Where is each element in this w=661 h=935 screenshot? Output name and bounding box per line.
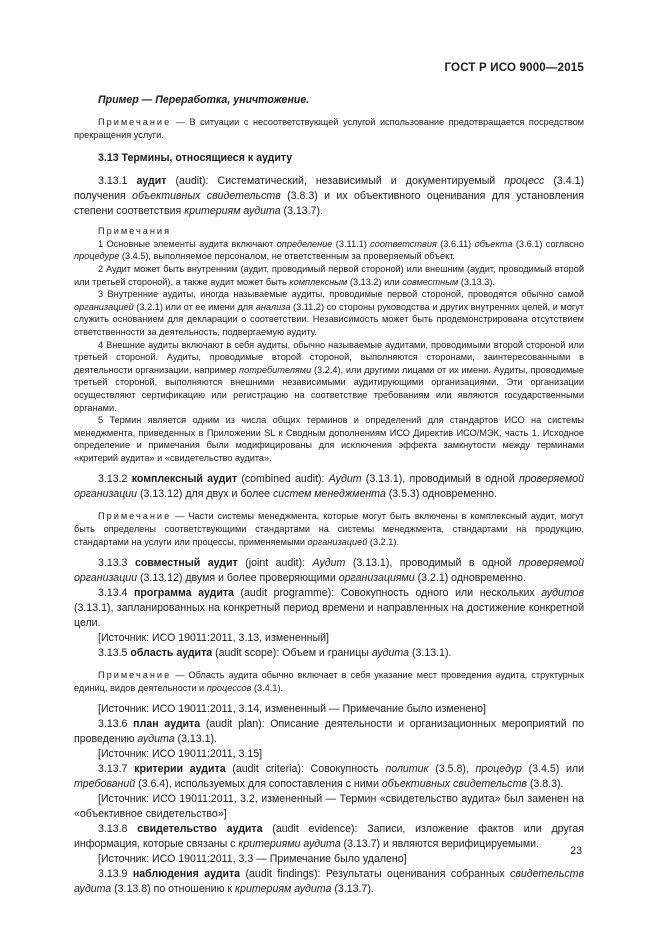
term-3-13-7 (74, 762, 584, 792)
note-4 (74, 339, 584, 415)
term-name: программа аудита (134, 587, 234, 600)
text-run: (audit plan): Описание деятельности и организационных мероприятий по проведению (74, 718, 584, 746)
source-3-13-6: [Источник: ИСО 19011:2011, 3.15] (98, 748, 263, 761)
text-run: (audit programme): Совокупность одного или нескольких (233, 587, 542, 600)
term-ref: определение (276, 238, 333, 249)
term-ref: аудитов (541, 587, 584, 600)
term-3-13-1 (74, 174, 584, 219)
text-run: (3.8.3) и их объективного оценивания для установления степени соответствия (74, 190, 584, 218)
text-run: (3.13.1). (174, 733, 218, 746)
source-3-13-4: [Источник: ИСО 19011:2011, 3.13, измененный] (98, 632, 329, 645)
term-name: свидетельство аудита (137, 823, 263, 836)
term-3-13-3 (74, 556, 584, 586)
text-run: (3.13.7). (331, 883, 374, 896)
text-run: (3.6.1) согласно (512, 238, 584, 249)
term-ref: потребителями (239, 364, 312, 375)
term-number: 3.13.6 (98, 718, 134, 731)
section-title: 3.13 Термины, относящиеся к аудиту (98, 152, 293, 165)
text-run: 3 Внутренние аудиты, иногда называемые аудиты, проводимые первой стороной, проводятся обычно самой (98, 289, 584, 300)
text-run: (3.13.1), запланированных на конкретный период времени и направленных на достижение конкретной цели. (74, 602, 584, 630)
text-run: 5 Термин является одним из числа общих терминов и определений для стандартов ИСО на системы менеджмента, приведенных в Приложении SL к Сводным дополнениям ИСО Директив ИСО/МЭК, часть 1. Исходное определение и примечания были модифицированы для исключения эффекта замкнутости между терминами «критерий аудита» и «свидетельство аудита». (74, 415, 584, 463)
term-ref: комплексным (289, 276, 348, 287)
note-3 (74, 288, 584, 338)
text-run: (3.4.1) получения (74, 175, 584, 203)
term-ref: процесс (504, 175, 545, 188)
term-ref: процессов (206, 682, 252, 693)
term-ref: критериям аудита (235, 883, 332, 896)
text-run: (3.4.1). (251, 682, 284, 693)
note-2 (74, 263, 584, 288)
text-run: (3.13.1). (409, 647, 452, 660)
term-ref: организацией (307, 536, 368, 547)
note-intro (74, 116, 584, 141)
source-3-13-8: [Источник: ИСО 19011:2011, 3.3 — Примечание было удалено] (98, 853, 407, 866)
text-run: (3.6.4), используемых для сопоставления с ними (135, 778, 382, 791)
text-run: (3.5.3) одновременно. (385, 488, 497, 501)
example-text: Пример — Переработка, уничтожение. (98, 94, 310, 106)
text-run: 2 Аудит может быть внутренним (аудит, проводимый первой стороной) или внешним (аудит, проводимый второй или третьей стороной), а также аудит может быть (74, 263, 584, 287)
text-run: (audit scope): Объем и границы (212, 647, 372, 660)
text-run: (3.8.3). (526, 778, 564, 791)
term-name: совместный аудит (134, 557, 238, 570)
text-run: (joint audit): (237, 557, 313, 570)
text-run: (audit findings): Результаты оценивания собранных (240, 868, 511, 881)
note-text: — В ситуации с несоответствующей услугой использование предотвращается посредством прекращения услуги. (74, 117, 584, 140)
term-ref: проверяемой организации (74, 557, 584, 585)
term-name: область аудита (130, 647, 213, 660)
term-name: аудит (136, 175, 167, 188)
term-3-13-6 (74, 717, 584, 747)
text-run: (3.13.2) или (347, 276, 403, 287)
term-ref: проверяемой организации (74, 473, 584, 501)
note-3-13-2 (74, 510, 584, 548)
term-name: комплексный аудит (131, 473, 238, 486)
text-run: (3.13.7). (280, 205, 323, 218)
text-run: 4 Внешние аудиты включают в себя аудиты, обычно называемые аудитами, проводимыми второй стороной или третьей стороной. Аудиты, проводимые второй стороной, выполняются сторонами, заинтересованными в деятельности организации, например (74, 339, 584, 375)
term-number: 3.13.8 (98, 823, 138, 836)
term-number: 3.13.7 (98, 763, 135, 776)
term-number: 3.13.9 (98, 868, 133, 881)
source-3-13-5: [Источник: ИСО 19011:2011, 3.14, измененный — Примечание было изменено] (98, 703, 486, 716)
term-ref: критериями аудита (238, 838, 341, 851)
text-run: (3.2.1) или от ее имени для (133, 301, 256, 312)
text-run: (3.13.7) и являются верифицируемыми. (340, 838, 540, 851)
page-content (74, 93, 584, 897)
term-ref: критериям аудита (184, 205, 281, 218)
term-number: 3.13.3 (98, 557, 135, 570)
term-ref: анализа (255, 301, 291, 312)
text-run: (3.2.1). (367, 536, 400, 547)
section-heading (74, 151, 584, 166)
term-number: 3.13.5 (98, 647, 131, 660)
term-ref: объективных свидетельств (381, 778, 527, 791)
term-number: 3.13.2 (98, 473, 132, 486)
example-line (74, 93, 584, 108)
text-run: (3.13.3). (458, 276, 496, 287)
text-run: (3.2.1) одновременно. (414, 572, 526, 585)
text-run: (3.2.4), или другими лицами от их имени. Аудиты, проводимые третьей стороной, выполняются внешними независимыми аудитирующими организациями. Эти организации осуществляют сертификацию или регистрацию на соответствие требованиям или являются государственными органами. (74, 364, 584, 413)
text-run: (audit criteria): Совокупность (225, 763, 386, 776)
note-label: Примечание (98, 511, 172, 522)
term-name: наблюдения аудита (132, 868, 241, 881)
term-ref: организацией (74, 301, 134, 312)
term-ref: процедуре (74, 251, 120, 262)
term-name: план аудита (133, 718, 201, 731)
term-3-13-5 (74, 646, 584, 661)
term-ref: политик (385, 763, 429, 776)
text-run: (3.5.8), (428, 763, 476, 776)
text-run: (audit evidence): Записи, изложение фактов или другая информация, которые связаны с (74, 823, 585, 851)
text-run: 1 Основные элементы аудита включают (98, 238, 277, 249)
term-number: 3.13.1 (98, 175, 137, 188)
note-1 (74, 238, 584, 263)
term-ref: процедур (475, 763, 522, 776)
note-3-13-5 (74, 669, 584, 694)
term-ref: объективных свидетельств (132, 190, 281, 203)
note-label: Примечание (98, 117, 172, 127)
text-run: (3.13.1), проводимый в одной (361, 473, 519, 486)
text-run: (3.13.12) двумя и более проверяющими (137, 572, 339, 585)
term-ref: совместным (402, 276, 459, 287)
term-name: критерии аудита (134, 763, 226, 776)
text-run: (3.11.2) со стороны руководства и других внутренних целей, и могут служить основанием для декларации о соответствии. Независимость может быть продемонстрирована отсутствием ответственности за деятельность, подвергаемую аудиту. (74, 301, 585, 337)
term-3-13-8 (74, 822, 584, 852)
term-ref: аудита (137, 733, 175, 746)
term-ref: систем менеджмента (273, 488, 386, 501)
notes-heading (74, 225, 584, 238)
term-ref: требований (74, 778, 136, 791)
notes-label: Примечания (98, 226, 172, 237)
text-run: (3.11.1) (332, 238, 371, 249)
text-run: (combined audit): (237, 473, 329, 486)
text-run: (3.13.1), проводимый в одной (345, 557, 519, 570)
page-number: 23 (570, 845, 582, 857)
text-run: (3.6.11) (436, 238, 475, 249)
term-ref: организациями (338, 572, 415, 585)
text-run: (3.4.5), выполняемое персоналом, не ответственным за проверяемый объект. (119, 251, 455, 262)
text-run: (3.13.8) по отношению к (111, 883, 236, 896)
text-run: — Область аудита обычно включает в себя указание мест проведения аудита, структурных единиц, видов деятельности и (74, 670, 584, 693)
source-3-13-7: [Источник: ИСО 19011:2011, 3.2, измененный — Термин «свидетельство аудита» был заменен на «объективное свидетельство»] (74, 793, 584, 821)
term-ref: объекта (474, 238, 513, 249)
term-ref: соответствия (370, 238, 437, 249)
text-run: (audit): Систематический, независимый и документируемый (166, 175, 505, 188)
text-run: (3.4.5) или (521, 763, 584, 776)
note-label: Примечание (98, 670, 172, 681)
text-run: — Части системы менеджмента, которые могут быть включены в комплексный аудит, могут быть определены соответствующими стандартами на системы менеджмента, стандартами на продукцию, стандартами на услуги или процессы, применяемыми (74, 511, 584, 547)
document-header: ГОСТ Р ИСО 9000—2015 (444, 62, 584, 74)
note-5 (74, 414, 584, 464)
term-number: 3.13.4 (98, 587, 135, 600)
term-3-13-4 (74, 586, 584, 631)
term-ref: Аудит (312, 557, 346, 570)
term-ref: Аудит (328, 473, 362, 486)
term-3-13-9 (74, 867, 584, 897)
term-ref: аудита (371, 647, 410, 660)
term-3-13-2 (74, 472, 584, 502)
term-ref: свидетельств аудита (74, 868, 584, 896)
text-run: (3.13.12) для двух и более (137, 488, 273, 501)
